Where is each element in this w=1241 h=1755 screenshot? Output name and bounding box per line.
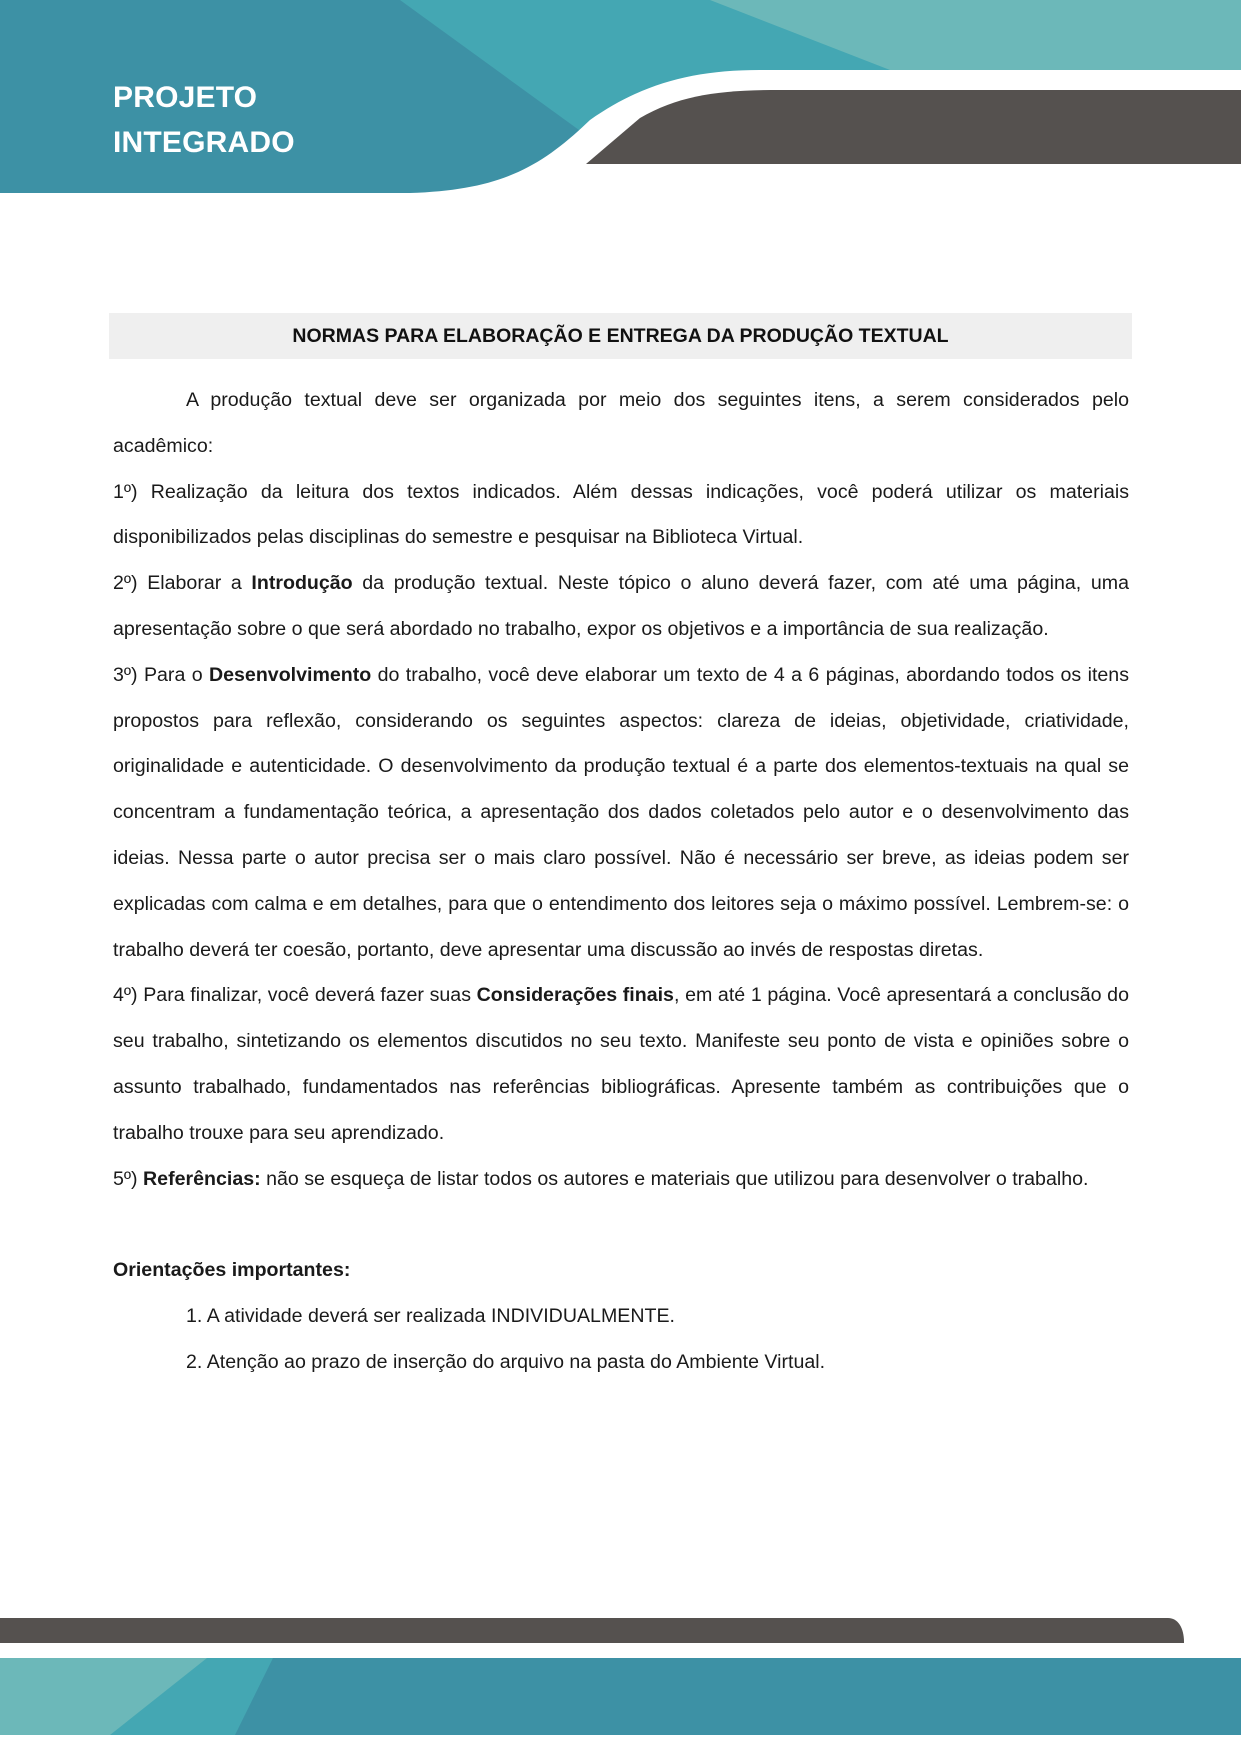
document-body <box>113 378 1129 1386</box>
header-gray-band <box>586 90 1241 164</box>
item-1-prefix: 1º) <box>113 480 151 503</box>
guidelines-heading-text: Orientações importantes: <box>113 1259 351 1282</box>
intro-paragraph: A produção textual deve ser organizada por meio dos seguintes itens, a serem considerados pelo acadêmico: <box>113 389 1129 457</box>
item-5 <box>113 1157 1129 1203</box>
item-2-bold: Introdução <box>251 572 353 595</box>
footer-gray-band <box>0 1618 1184 1643</box>
item-4-bold: Considerações finais <box>476 984 674 1007</box>
document-title: NORMAS PARA ELABORAÇÃO E ENTREGA DA PRODUÇÃO TEXTUAL <box>292 324 949 347</box>
spacer <box>113 1202 1129 1248</box>
document-title-bar <box>109 313 1132 359</box>
item-3-bold: Desenvolvimento <box>208 663 372 686</box>
item-2 <box>113 561 1129 653</box>
item-5-text: não se esqueça de listar todos os autores e materiais que utilizou para desenvolver o trabalho. <box>260 1167 1089 1190</box>
item-1-text: Realização da leitura dos textos indicados. Além dessas indicações, você poderá utilizar os materiais disponibilizados pelas disciplinas do semestre e pesquisar na Biblioteca Virtual. <box>113 480 1129 549</box>
item-2-prefix: 2º) Elaborar a <box>113 572 252 595</box>
header-title <box>113 75 295 165</box>
item-4-prefix: 4º) Para finalizar, você deverá fazer suas <box>113 984 477 1007</box>
header-title-line2: INTEGRADO <box>113 126 295 159</box>
header-title-line1: PROJETO <box>113 81 258 114</box>
item-3-prefix: 3º) Para o <box>113 663 209 686</box>
item-3 <box>113 653 1129 974</box>
item-4-text: , em até 1 página. Você apresentará a conclusão do seu trabalho, sintetizando os elementos discutidos no seu texto. Manifeste seu ponto de vista e opiniões sobre o assunto trabalhado, fundamentados nas referências bibliográficas. Apresente também as contribuições que o trabalho trouxe para seu aprendizado. <box>113 984 1129 1144</box>
guideline-item-2: 2. Atenção ao prazo de inserção do arquivo na pasta do Ambiente Virtual. <box>186 1350 826 1373</box>
guideline-item-1: 1. A atividade deverá ser realizada INDIVIDUALMENTE. <box>186 1304 675 1327</box>
item-2-text: da produção textual. Neste tópico o aluno deverá fazer, com até uma página, uma apresentação sobre o que será abordado no trabalho, expor os objetivos e a importância de sua realização. <box>113 572 1129 640</box>
item-1 <box>113 470 1129 562</box>
item-5-prefix: 5º) <box>113 1167 144 1190</box>
item-4 <box>113 973 1129 1156</box>
footer-banner <box>0 1600 1241 1755</box>
guidelines-heading <box>113 1248 1129 1294</box>
item-3-text: do trabalho, você deve elaborar um texto de 4 a 6 páginas, abordando todos os itens propostos para reflexão, considerando os seguintes aspectos: clareza de ideias, objetividade, criatividade, originalidade e autenticidade. O desenvolvimento da produção textual é a parte dos elementos-textuais na qual se concentram a fundamentação teórica, a apresentação dos dados coletados pelo autor e o desenvolvimento das ideias. Nessa parte o autor precisa ser o mais claro possível. Não é necessário ser breve, as ideias podem ser explicadas com calma e em detalhes, para que o entendimento dos leitores seja o máximo possível. Lembrem-se: o trabalho deverá ter coesão, portanto, deve apresentar uma discussão ao invés de respostas diretas. <box>113 663 1129 961</box>
item-5-bold: Referências: <box>143 1167 261 1190</box>
